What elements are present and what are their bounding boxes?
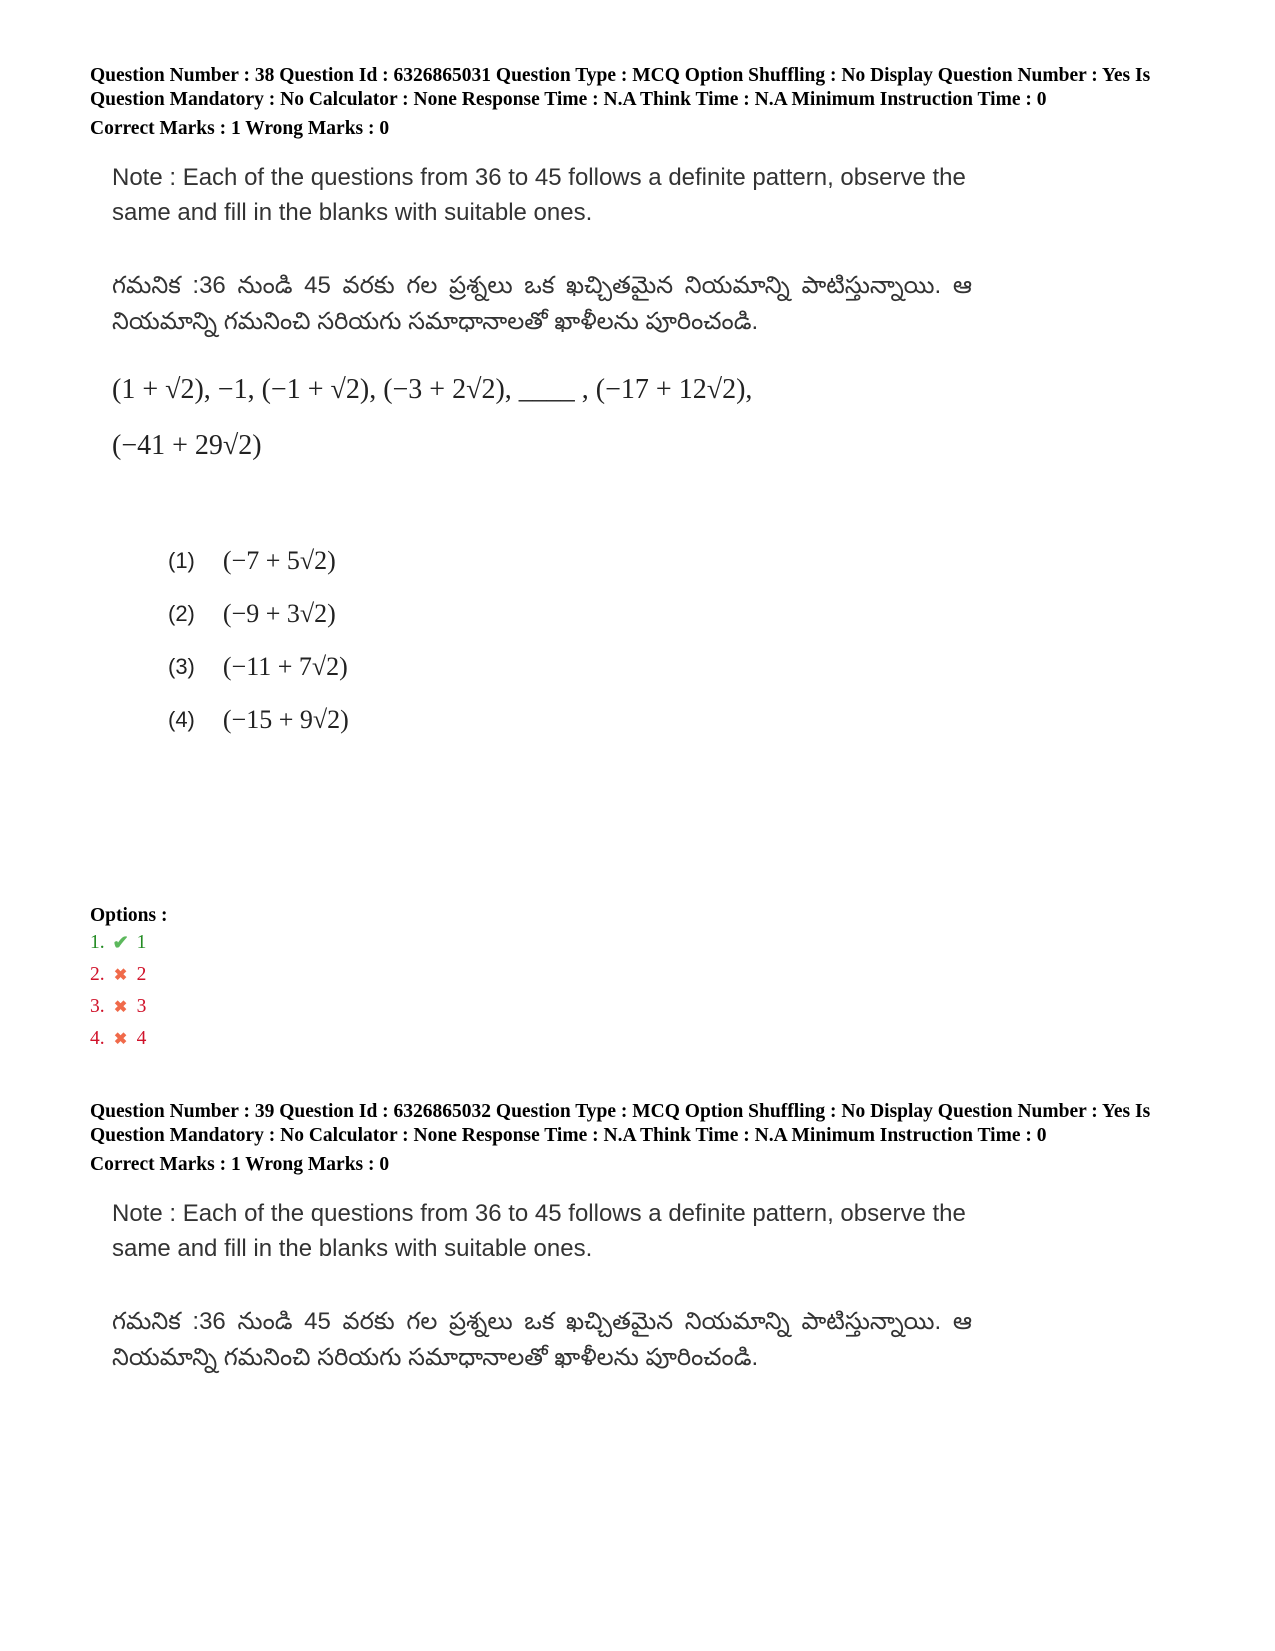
option-index: 2. (90, 964, 105, 985)
question-meta: Question Number : 38 Question Id : 6326865031 Question Type : MCQ Option Shuffling : No Display Question Number : Yes Is Question Mandatory : No Calculator : None Response Time : N.A Think Time : N.A Minimum Instruction Time : 0 (90, 65, 1151, 110)
options-label: Options : (90, 905, 168, 926)
choice-item (168, 693, 1200, 746)
note-text: Note : Each of the questions from 36 to 45 follows a definite pattern, observe the same and fill in the blanks with suitable ones. (112, 1200, 966, 1262)
option-value: 4 (136, 1028, 147, 1049)
option-3 (90, 991, 1200, 1023)
telugu-note-text: గమనిక :36 నుండి 45 వరకు గల ప్రశ్నలు ఒక ఖచ్చితమైన నియమాన్ని పాటిస్తున్నాయి. ఆ నియమాన్ని గమనించి సరియగు సమాధానాలతో ఖాళీలను పూరించండి. (112, 272, 972, 335)
choice-item (168, 534, 1200, 587)
choice-number: (3) (168, 653, 195, 679)
option-index: 3. (90, 996, 105, 1017)
choice-item (168, 640, 1200, 693)
choice-text: (−7 + 5√2) (222, 545, 336, 575)
answer-options (90, 905, 1200, 1055)
sequence-line-2: (−41 + 29√2) (112, 430, 262, 461)
question-marks: Correct Marks : 1 Wrong Marks : 0 (90, 1154, 390, 1175)
question-marks: Correct Marks : 1 Wrong Marks : 0 (90, 118, 390, 139)
sequence (112, 362, 972, 474)
option-2 (90, 959, 1200, 991)
option-index: 4. (90, 1028, 105, 1049)
choice-text: (−15 + 9√2) (222, 704, 349, 734)
choice-list (168, 534, 1200, 746)
cross-icon: ✖ (113, 967, 128, 984)
choice-number: (1) (168, 547, 195, 573)
option-value: 2 (136, 964, 147, 985)
telugu-note-text: గమనిక :36 నుండి 45 వరకు గల ప్రశ్నలు ఒక ఖచ్చితమైన నియమాన్ని పాటిస్తున్నాయి. ఆ నియమాన్ని గమనించి సరియగు సమాధానాలతో ఖాళీలను పూరించండి. (112, 1308, 972, 1371)
choice-item (168, 587, 1200, 640)
choice-text: (−11 + 7√2) (222, 651, 348, 681)
question-39 (90, 1100, 1200, 1376)
cross-icon: ✖ (113, 1031, 128, 1048)
cross-icon: ✖ (113, 999, 128, 1016)
question-body (112, 1196, 1200, 1376)
question-38 (90, 64, 1200, 746)
check-icon: ✔ (112, 933, 129, 954)
option-value: 3 (136, 996, 147, 1017)
choice-number: (2) (168, 600, 195, 626)
choice-number: (4) (168, 706, 195, 732)
option-1 (90, 927, 1200, 959)
question-body (112, 160, 1200, 746)
option-index: 1. (90, 932, 105, 953)
sequence-line-1: (1 + √2), −1, (−1 + √2), (−3 + 2√2), ____ , (−17 + 12√2), (112, 374, 753, 405)
choice-text: (−9 + 3√2) (222, 598, 336, 628)
question-meta: Question Number : 39 Question Id : 6326865032 Question Type : MCQ Option Shuffling : No Display Question Number : Yes Is Question Mandatory : No Calculator : None Response Time : N.A Think Time : N.A Minimum Instruction Time : 0 (90, 1101, 1151, 1146)
option-value: 1 (136, 932, 147, 953)
note-text: Note : Each of the questions from 36 to 45 follows a definite pattern, observe the same and fill in the blanks with suitable ones. (112, 164, 966, 226)
option-4 (90, 1023, 1200, 1055)
